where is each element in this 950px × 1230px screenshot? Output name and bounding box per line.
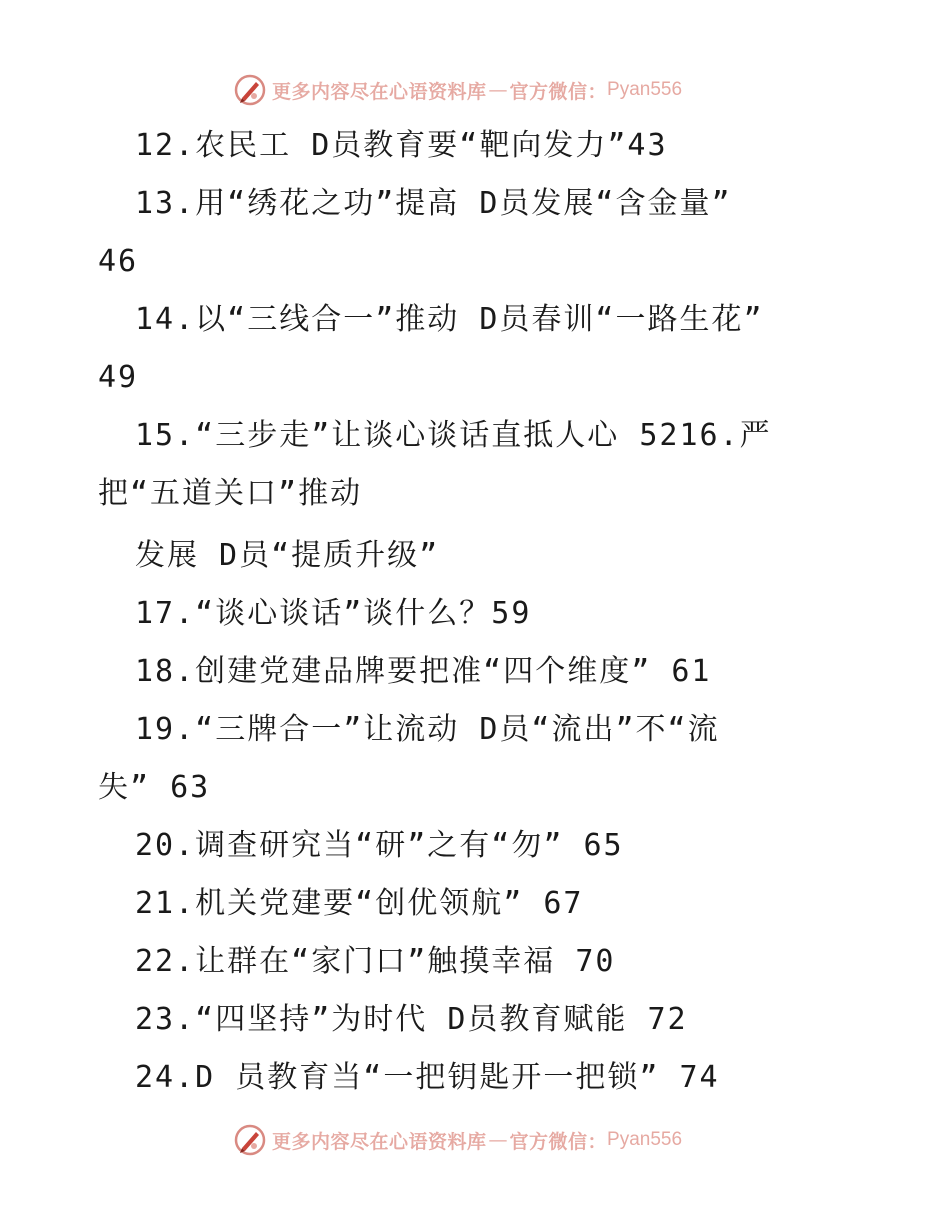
toc-entry-23: 23.“四坚持”为时代 D员教育赋能 72 bbox=[135, 1002, 688, 1037]
watermark-brand: Pyan556 bbox=[607, 79, 683, 100]
toc-entry-24: 24.D 员教育当“一把钥匙开一把锁” 74 bbox=[135, 1060, 720, 1095]
toc-entry-21: 21.机关党建要“创优领航” 67 bbox=[135, 886, 584, 921]
toc-entry-16: 把“五道关口”推动 bbox=[98, 476, 363, 511]
toc-entry-20: 20.调查研究当“研”之有“勿” 65 bbox=[135, 828, 624, 863]
watermark-brand: Pyan556 bbox=[607, 1129, 683, 1150]
toc-entry-13: 13.用“绣花之功”提高 D员发展“含金量” bbox=[135, 186, 732, 221]
toc-entry-22: 22.让群在“家门口”触摸幸福 70 bbox=[135, 944, 616, 979]
toc-entry-19-cont: 失” 63 bbox=[98, 770, 211, 805]
toc-entry-18: 18.创建党建品牌要把准“四个维度” 61 bbox=[135, 654, 712, 689]
toc-entry-17: 17.“谈心谈话”谈什么？59 bbox=[135, 596, 532, 631]
pen-logo-icon bbox=[232, 1122, 268, 1158]
watermark-footer bbox=[232, 1120, 682, 1160]
watermark-label: 官方微信： bbox=[509, 80, 608, 103]
pen-logo-icon bbox=[232, 72, 268, 108]
watermark-label: 官方微信： bbox=[509, 1130, 608, 1153]
toc-entry-15: 15.“三步走”让谈心谈话直抵人心 5216.严 bbox=[135, 418, 772, 453]
watermark-text: 更多内容尽在心语资料库 bbox=[272, 1130, 487, 1153]
watermark-header bbox=[232, 70, 682, 110]
toc-entry-13-page: 46 bbox=[98, 244, 139, 279]
toc-entry-19: 19.“三牌合一”让流动 D员“流出”不“流 bbox=[135, 712, 720, 747]
toc-entry-14: 14.以“三线合一”推动 D员春训“一路生花” bbox=[135, 302, 764, 337]
toc-entry-12: 12.农民工 D员教育要“靶向发力”43 bbox=[135, 128, 668, 163]
toc-entry-14-page: 49 bbox=[98, 360, 139, 395]
watermark-separator: — bbox=[488, 1129, 508, 1151]
watermark-text: 更多内容尽在心语资料库 bbox=[272, 80, 487, 103]
toc-entry-16-cont: 发展 D员“提质升级” bbox=[135, 538, 440, 573]
watermark-separator: — bbox=[488, 79, 508, 101]
